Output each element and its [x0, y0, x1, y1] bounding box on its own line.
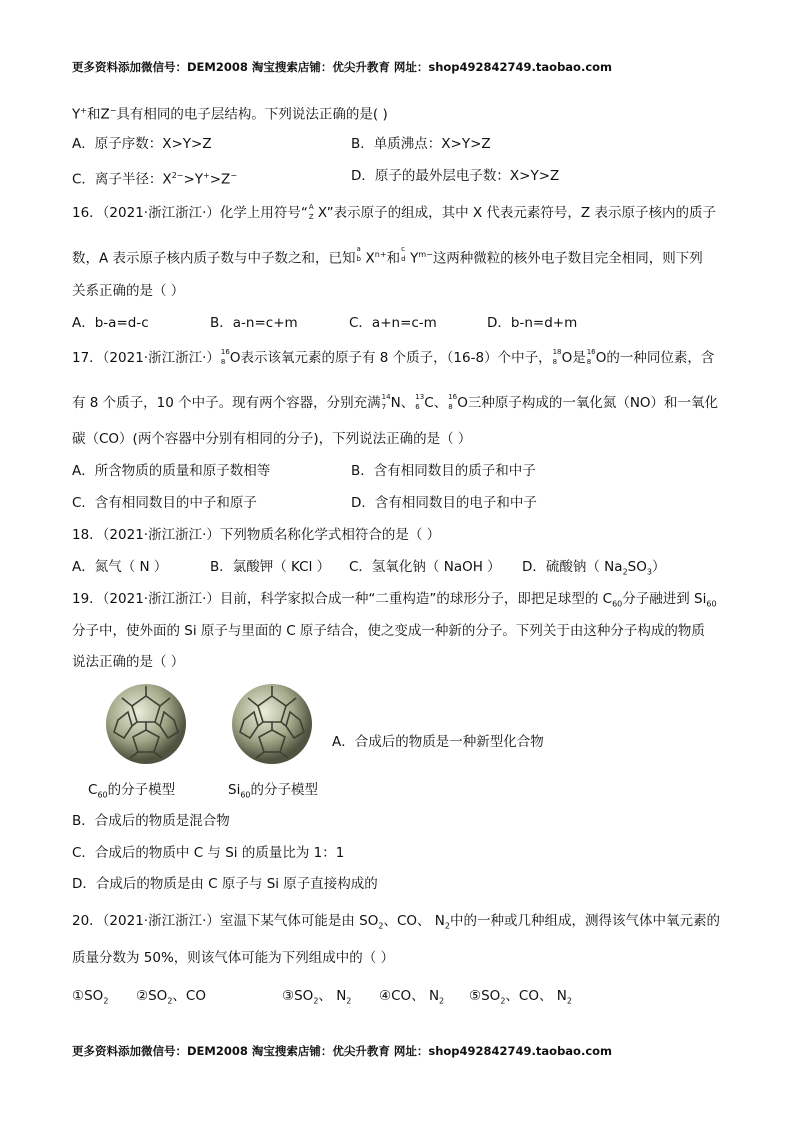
q20-option-5[interactable]: $⑤SO_2$、CO、 $N_2$ — [469, 988, 572, 1006]
q18-option-a[interactable]: A．氮气（ N ） — [72, 559, 168, 575]
q18-stem: 18．（2021·浙江浙江·）下列物质名称化学式相符合的是（ ） — [72, 527, 441, 543]
q15-option-c[interactable]: C．离子半径：$X^{2-}>Y^+>Z^-$ — [72, 171, 238, 188]
q19-line-1: 19．（2021·浙江浙江·）目前，科学家拟合成一种“二重构造”的球形分子，即把足球型的 $C_{60}$分子融进到 $Si_{60}$ — [72, 591, 717, 609]
q20-option-4[interactable]: ④CO、 $N_2$ — [379, 988, 445, 1006]
q20-option-1[interactable]: $①SO_2$ — [72, 988, 109, 1006]
si60-model-caption: $Si_{60}$的分子模型 — [228, 782, 319, 800]
q16-option-c[interactable]: C．a+n=c-m — [349, 315, 437, 331]
q15-stem: Y+和Z−具有相同的电子层结构。下列说法正确的是( ) — [72, 106, 388, 123]
q16-option-b[interactable]: B．a-n=c+m — [210, 315, 298, 331]
q19-line-3: 说法正确的是（ ） — [72, 654, 185, 670]
q20-option-3[interactable]: $③SO_2$、 $N_2$ — [282, 988, 352, 1006]
q18-option-d[interactable]: D．硫酸钠（ $Na_2SO_3$） — [522, 559, 666, 577]
q17-line-1: 17．（2021·浙江浙江·） 16 8 O表示该氧元素的原子有 8 个质子，（16-8）个中子， 18 8 O是 16 8 O的一种同位素，含 — [72, 348, 715, 366]
q15-option-a[interactable]: A．原子序数：X>Y>Z — [72, 136, 212, 152]
q17-option-b[interactable]: B．含有相同数目的质子和中子 — [351, 463, 536, 479]
si60-molecule-model-image — [230, 682, 314, 766]
page-footer: 更多资料添加微信号：DEM2008 淘宝搜索店铺：优尖升教育 网址：shop492842749.taobao.com — [72, 1044, 613, 1058]
q17-option-c[interactable]: C．含有相同数目的中子和原子 — [72, 495, 257, 511]
q16-line-3: 关系正确的是（ ） — [72, 283, 185, 299]
page-header: 更多资料添加微信号：DEM2008 淘宝搜索店铺：优尖升教育 网址：shop492842749.taobao.com — [72, 60, 613, 74]
q18-option-b[interactable]: B．氯酸钾（ KCl ） — [210, 559, 331, 575]
q19-line-2: 分子中，使外面的 Si 原子与里面的 C 原子结合，使之变成一种新的分子。下列关于由这种分子构成的物质 — [72, 623, 705, 639]
q17-line-3: 碳（CO）(两个容器中分别有相同的分子)，下列说法正确的是（ ） — [72, 431, 472, 447]
c60-model-caption: $C_{60}$的分子模型 — [88, 782, 176, 800]
q16-line-2: 数，A 表示原子核内质子数与中子数之和，已知 a b $X^{n+}$和 c d $Y^{m-}$这两种微粒的核外电子数目完全相同，则下列 — [72, 245, 703, 267]
q19-option-c[interactable]: C．合成后的物质中 C 与 Si 的质量比为 1：1 — [72, 845, 345, 861]
q19-option-b[interactable]: B．合成后的物质是混合物 — [72, 813, 230, 829]
q19-option-a[interactable]: A．合成后的物质是一种新型化合物 — [332, 734, 544, 750]
q20-line-1: 20．（2021·浙江浙江·）室温下某气体可能是由 $SO_2$、CO、 $N_2$中的一种或几种组成，测得该气体中氧元素的 — [72, 913, 720, 931]
q16-line-1: 16．（2021·浙江浙江·）化学上用符号“ A Z X”表示原子的组成，其中 X 代表元素符号，Z 表示原子核内的质子 — [72, 203, 716, 221]
q16-option-a[interactable]: A．b-a=d-c — [72, 315, 149, 331]
q18-option-c[interactable]: C．氢氧化钠（ NaOH ） — [349, 559, 501, 575]
q20-option-2[interactable]: $②SO_2$、CO — [136, 988, 206, 1006]
q20-line-2: 质量分数为 50%，则该气体可能为下列组成中的（ ） — [72, 950, 395, 966]
q17-line-2: 有 8 个质子，10 个中子。现有两个容器，分别充满 14 7 N、 13 6 C、 16 8 O三种原子构成的一氧化氮（NO）和一氧化 — [72, 393, 719, 411]
q17-option-d[interactable]: D．含有相同数目的电子和中子 — [351, 495, 537, 511]
q15-option-b[interactable]: B．单质沸点：X>Y>Z — [351, 136, 491, 152]
q15-option-d[interactable]: D．原子的最外层电子数：X>Y>Z — [351, 168, 560, 184]
c60-molecule-model-image — [104, 682, 188, 766]
q17-option-a[interactable]: A．所含物质的质量和原子数相等 — [72, 463, 271, 479]
q16-option-d[interactable]: D．b-n=d+m — [487, 315, 578, 331]
q19-option-d[interactable]: D．合成后的物质是由 C 原子与 Si 原子直接构成的 — [72, 876, 378, 892]
